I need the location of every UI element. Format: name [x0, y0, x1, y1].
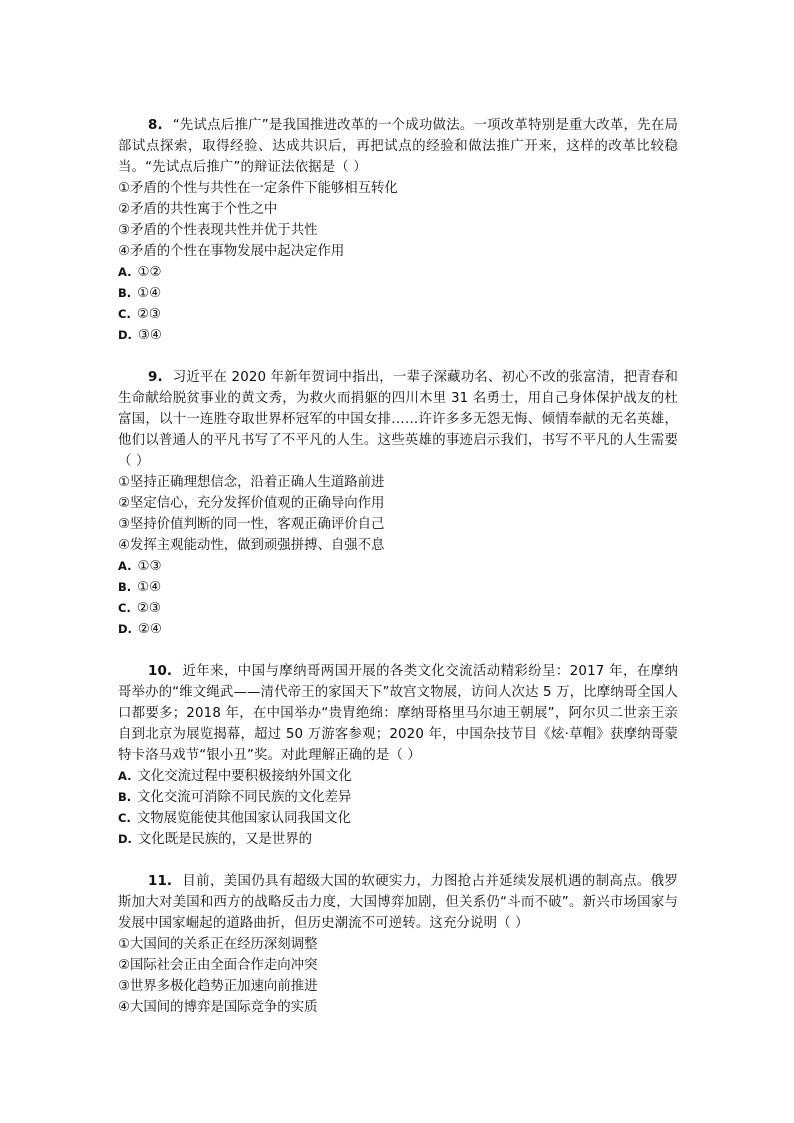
option-b [118, 577, 678, 598]
option-text: ①④ [137, 286, 162, 301]
question-stem [118, 871, 678, 934]
question-9 [118, 367, 678, 640]
question-stem [118, 115, 678, 178]
statement: ③坚持价值判断的同一性，客观正确评价自己 [118, 517, 385, 532]
question-number: 10. [148, 664, 173, 679]
option-a [118, 766, 678, 787]
option-key: C. [118, 307, 131, 321]
option-text: ②④ [137, 622, 162, 637]
option-key: A. [118, 559, 132, 573]
question-text: 目前，美国仍具有超级大国的软硬实力，力图抢占并延续发展机遇的制高点。俄罗斯加大对美国和西方的战略反击力度，大国博弈加剧，但关系仍“斗而不破”。新兴市场国家与发展中国家崛起的道路曲折，但历史潮流不可逆转。这充分说明（ ） [118, 874, 678, 931]
statement: ②坚定信心，充分发挥价值观的正确导向作用 [118, 496, 385, 511]
question-stem [118, 661, 678, 766]
option-key: C. [118, 601, 131, 615]
option-key: C. [118, 811, 131, 825]
statement: ④大国间的博弈是国际竞争的实质 [118, 1000, 318, 1015]
statement: ②矛盾的共性寓于个性之中 [118, 202, 278, 217]
option-c [118, 304, 678, 325]
option-text: 文化既是民族的，又是世界的 [137, 832, 312, 847]
statement: ①矛盾的个性与共性在一定条件下能够相互转化 [118, 181, 398, 196]
option-text: ②③ [136, 601, 161, 616]
question-number: 11. [148, 874, 173, 889]
option-d [118, 325, 678, 346]
option-key: A. [118, 769, 132, 783]
option-key: A. [118, 265, 132, 279]
option-d [118, 829, 678, 850]
statement: ④矛盾的个性在事物发展中起决定作用 [118, 244, 345, 259]
question-text: 习近平在 2020 年新年贺词中指出，一辈子深藏功名、初心不改的张富清，把青春和生命献给脱贫事业的黄文秀，为救火而捐躯的四川木里 31 名勇士，用自己身体保护战友的杜富国，以十一连胜夺取世界杯冠军的中国女排……许许多多无怨无悔、倾情奉献的无名英雄，他们以普通人的平凡书写了不平凡的人生。这些英雄的事迹启示我们，书写不平凡的人生需要（ ） [118, 370, 678, 469]
option-key: B. [118, 580, 132, 594]
statement: ③矛盾的个性表现共性并优于共性 [118, 223, 318, 238]
question-text: “先试点后推广”是我国推进改革的一个成功做法。一项改革特别是重大改革，先在局部试点探索，取得经验、达成共识后，再把试点的经验和做法推广开来，这样的改革比较稳当。“先试点后推广”的辩证法依据是（ ） [118, 118, 678, 175]
option-text: ①④ [137, 580, 162, 595]
option-b [118, 787, 678, 808]
question-text: 近年来，中国与摩纳哥两国开展的各类文化交流活动精彩纷呈：2017 年，在摩纳哥举办的“维文绳武——清代帝王的家国天下”故宫文物展，访问人次达 5 万，比摩纳哥全国人口都要多；2018 年，在中国举办“贵胄绝绵：摩纳哥格里马尔迪王朝展”，阿尔贝二世亲王亲自到北京为展览揭幕，超过 50 万游客参观；2020 年，中国杂技节目《炫·草帽》获摩纳哥蒙特卡洛马戏节“银小丑”奖。对此理解正确的是（ ） [118, 664, 678, 763]
option-text: ③④ [137, 328, 162, 343]
option-key: B. [118, 790, 132, 804]
statement: ①坚持正确理想信念，沿着正确人生道路前进 [118, 475, 385, 490]
option-key: B. [118, 286, 132, 300]
question-number: 8. [148, 118, 163, 133]
option-a [118, 556, 678, 577]
option-text: 文化交流过程中要积极接纳外国文化 [137, 769, 352, 784]
option-a [118, 262, 678, 283]
option-text: 文物展览能使其他国家认同我国文化 [136, 811, 352, 826]
option-c [118, 808, 678, 829]
question-stem [118, 367, 678, 472]
option-text: ①③ [137, 559, 162, 574]
option-d [118, 619, 678, 640]
question-8 [118, 115, 678, 346]
statement: ④发挥主观能动性，做到顽强拼搏、自强不息 [118, 538, 385, 553]
statement: ③世界多极化趋势正加速向前推进 [118, 979, 318, 994]
option-text: ①② [137, 265, 162, 280]
question-number: 9. [148, 370, 163, 385]
question-10 [118, 661, 678, 850]
option-b [118, 283, 678, 304]
option-key: D. [118, 832, 132, 846]
option-c [118, 598, 678, 619]
option-key: D. [118, 328, 132, 342]
question-11 [118, 871, 678, 1018]
option-key: D. [118, 622, 132, 636]
option-text: 文化交流可消除不同民族的文化差异 [137, 790, 352, 805]
option-text: ②③ [136, 307, 161, 322]
statement: ①大国间的关系正在经历深刻调整 [118, 937, 318, 952]
statement: ②国际社会正由全面合作走向冲突 [118, 958, 318, 973]
